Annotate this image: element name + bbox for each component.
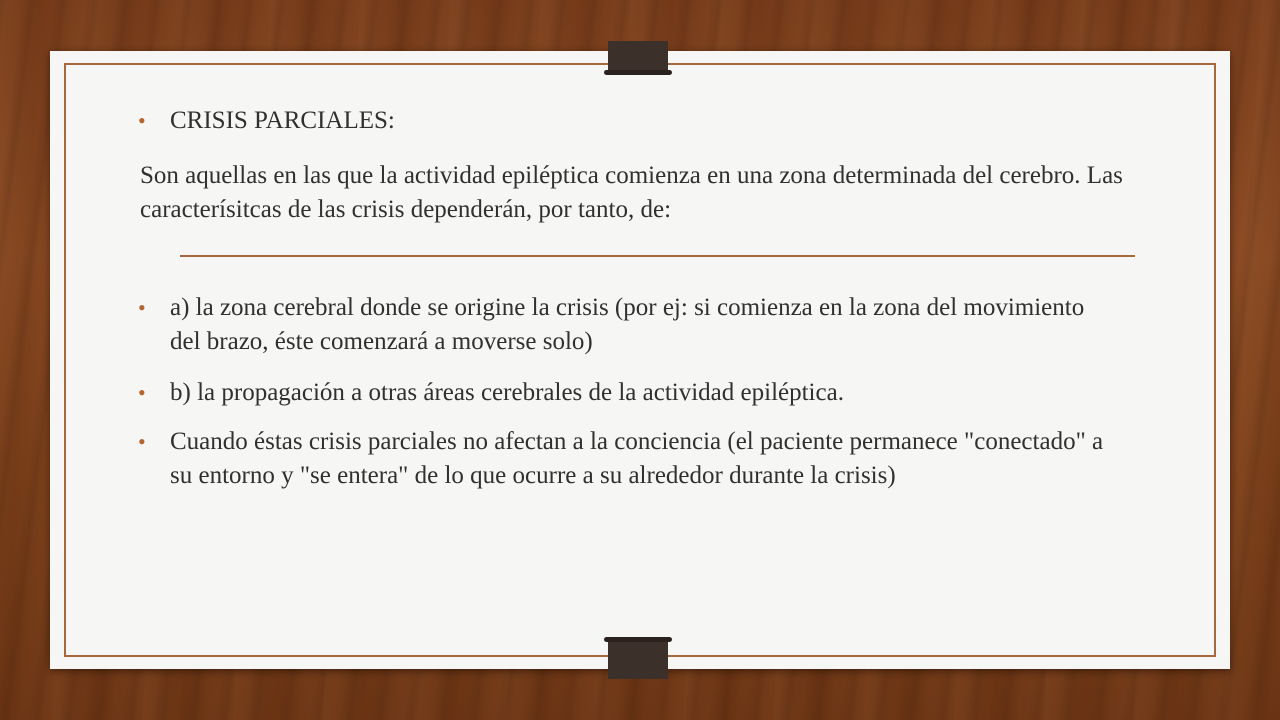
- slide-heading: CRISIS PARCIALES:: [170, 107, 395, 134]
- bullet-list: [138, 291, 1118, 510]
- list-item: [138, 425, 1118, 493]
- bottom-binder-clip: [608, 639, 668, 679]
- list-item: [138, 376, 1118, 410]
- list-item-text: Cuando éstas crisis parciales no afectan a la conciencia (el paciente permanece "conectado" a su entorno y "se entera" de lo que ocurre a su alrededor durante la crisis): [170, 428, 1104, 489]
- title-divider-line: [180, 255, 1135, 257]
- bullet-icon: •: [138, 108, 146, 133]
- heading-bullet-item: [138, 104, 1118, 138]
- list-item-text: b) la propagación a otras áreas cerebrales de la actividad epiléptica.: [170, 379, 844, 406]
- bullet-icon: •: [138, 429, 146, 454]
- list-item-text: a) la zona cerebral donde se origine la crisis (por ej: si comienza en la zona del movimiento del brazo, éste comenzará a moverse solo): [170, 294, 1085, 355]
- top-binder-clip: [608, 41, 668, 73]
- intro-paragraph: Son aquellas en las que la actividad epiléptica comienza en una zona determinada del cerebro. Las caracterísitcas de las crisis dependerán, por tanto, de:: [140, 162, 1123, 223]
- list-item: [138, 291, 1118, 359]
- bullet-icon: •: [138, 295, 146, 320]
- slide: [50, 51, 1230, 669]
- bullet-icon: •: [138, 380, 146, 405]
